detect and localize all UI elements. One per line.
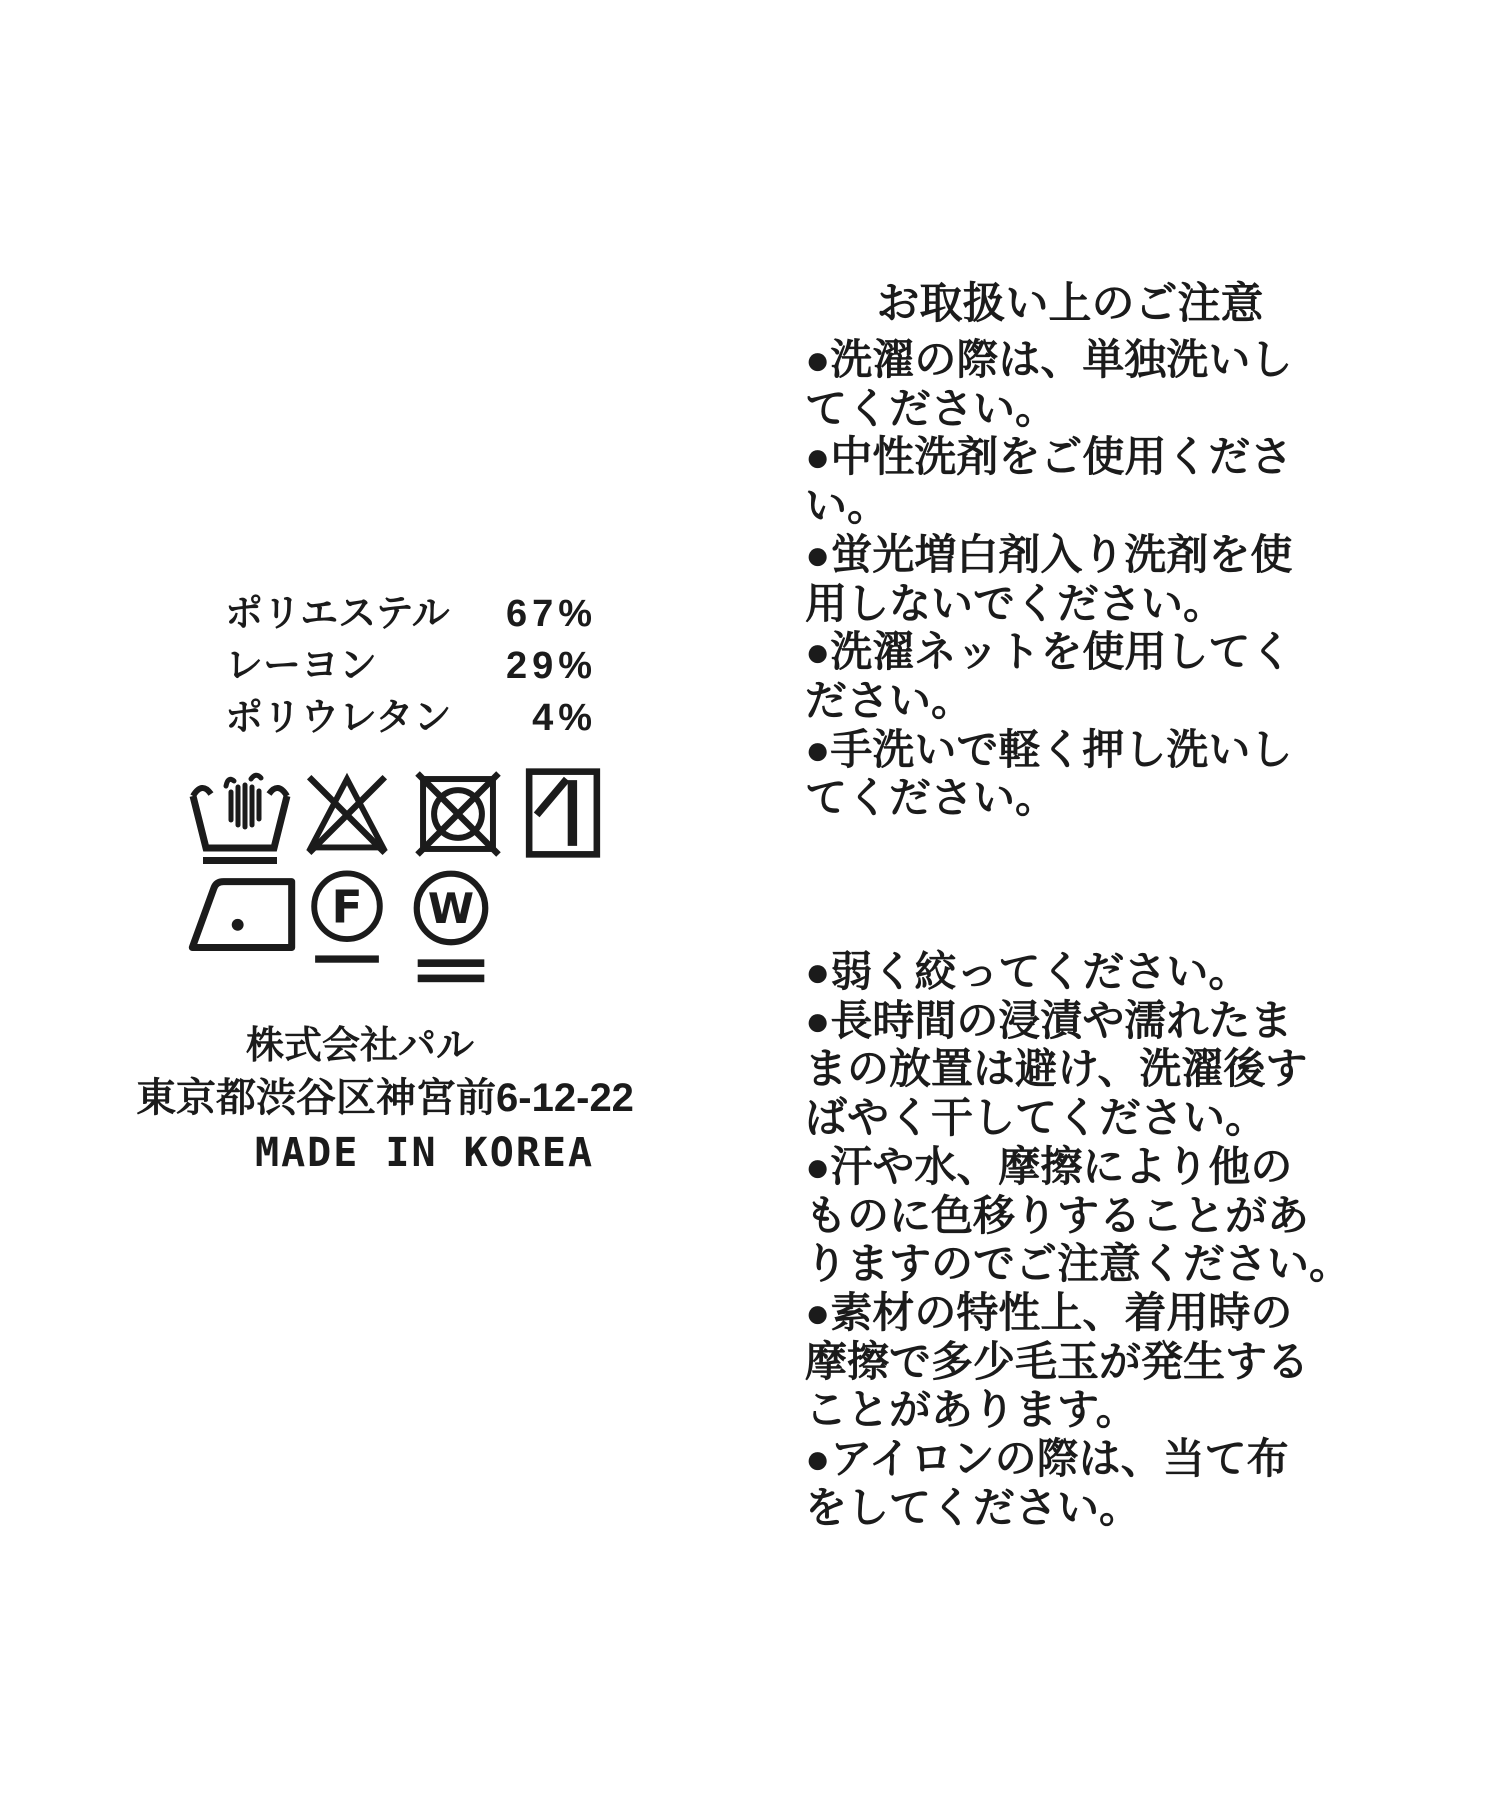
care-instruction-line: 摩擦で多少毛玉が発生する	[805, 1337, 1310, 1385]
care-instruction-line: ことがあります。	[805, 1386, 1138, 1434]
dry-clean-f-icon	[306, 868, 388, 970]
material-percent: 29%	[505, 645, 597, 687]
material-name: レーヨン	[225, 645, 378, 687]
care-instruction-line: ●長時間の浸漬や濡れたま	[805, 996, 1293, 1044]
care-instruction-line: ださい。	[805, 676, 974, 724]
wet-clean-letter: W	[427, 884, 475, 934]
care-instruction-line: をしてください。	[805, 1483, 1142, 1531]
material-percent: 67%	[505, 593, 597, 635]
care-instruction-line: 用しないでください。	[805, 579, 1226, 627]
composition-row	[225, 640, 597, 692]
care-instruction-line: ●中性洗剤をご使用くださ	[805, 433, 1293, 481]
do-not-tumble-dry-icon	[412, 768, 504, 860]
care-instruction-line: い。	[805, 482, 890, 530]
fiber-composition-table	[225, 588, 597, 744]
care-instruction-line: ●洗濯ネットを使用してく	[805, 628, 1293, 676]
country-of-origin: MADE IN KOREA	[255, 1130, 595, 1176]
composition-row	[225, 588, 597, 640]
composition-row	[225, 692, 597, 744]
dry-clean-letter: F	[331, 880, 363, 934]
wet-clean-w-icon	[408, 868, 494, 986]
care-instruction-line: ●手洗いで軽く押し洗いし	[805, 725, 1293, 773]
care-instruction-line: まの放置は避け、洗濯後す	[805, 1045, 1308, 1093]
care-instructions-block-1	[805, 336, 1365, 823]
care-instruction-line: ものに色移りすることがあ	[805, 1191, 1310, 1239]
manufacturer-address: 東京都渋谷区神宮前6-12-22	[136, 1076, 634, 1120]
manufacturer-name: 株式会社パル	[245, 1025, 474, 1067]
care-instruction-line: てください。	[805, 384, 1058, 432]
care-instruction-line: ●アイロンの際は、当て布	[805, 1435, 1289, 1483]
care-instructions-block-2	[805, 948, 1365, 1532]
material-percent: 4%	[532, 697, 597, 739]
care-instruction-line: ばやく干してください。	[805, 1094, 1268, 1142]
care-instruction-line: ●素材の特性上、着用時の	[805, 1288, 1293, 1336]
material-name: ポリウレタン	[225, 697, 452, 739]
hand-wash-icon	[185, 764, 295, 868]
care-instruction-line: てください。	[805, 774, 1058, 822]
do-not-bleach-icon	[300, 770, 394, 860]
care-instruction-line: ●弱く絞ってください。	[805, 948, 1251, 995]
care-instruction-line: ●蛍光増白剤入り洗剤を使	[805, 530, 1293, 578]
care-instruction-line: ●汗や水、摩擦により他の	[805, 1142, 1293, 1190]
care-instruction-line: ●洗濯の際は、単独洗いし	[805, 336, 1293, 383]
iron-low-heat-icon	[188, 876, 296, 952]
line-dry-in-shade-icon	[523, 766, 603, 860]
care-instruction-line: りますのでご注意ください。	[805, 1240, 1352, 1288]
material-name: ポリエステル	[225, 593, 450, 635]
care-instructions-title: お取扱い上のご注意	[876, 280, 1264, 328]
